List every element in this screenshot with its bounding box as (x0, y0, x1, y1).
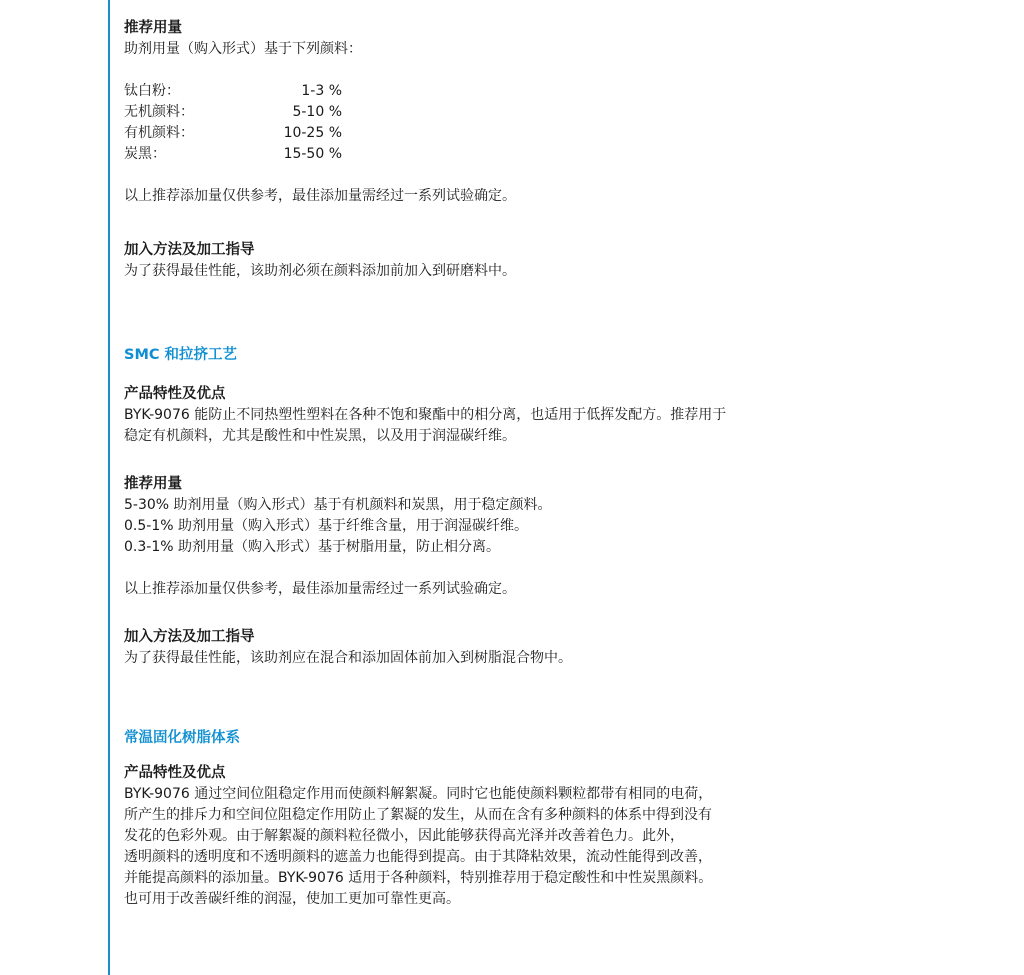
dosage-row (124, 144, 342, 165)
smc-section-title: SMC 和拉挤工艺 (124, 347, 238, 363)
rt-features-line: 也可用于改善碳纤维的润湿，使加工更加可靠性更高。 (124, 891, 460, 907)
left-accent-rule (108, 0, 110, 975)
smc-method-heading: 加入方法及加工指导 (124, 629, 255, 645)
rt-features-line: 发花的色彩外观。由于解絮凝的颜料粒径微小，因此能够获得高光泽并改善着色力。此外， (124, 828, 684, 844)
rt-features-line: 并能提高颜料的添加量。BYK-9076 适用于各种颜料，特别推荐用于稳定酸性和中性炭黑颜料。 (124, 870, 713, 886)
rt-features-line: 透明颜料的透明度和不透明颜料的遮盖力也能得到提高。由于其降粘效果，流动性能得到改善， (124, 849, 712, 865)
document-content (124, 18, 884, 910)
dosage-value: 5-10 % (292, 104, 342, 120)
smc-features-heading: 产品特性及优点 (124, 386, 226, 402)
recommended-dosage-heading: 推荐用量 (124, 20, 182, 36)
dosage-table (124, 81, 342, 165)
rt-section-title: 常温固化树脂体系 (124, 730, 240, 746)
smc-dosage-heading: 推荐用量 (124, 476, 182, 492)
smc-dosage-line: 0.5-1% 助剂用量（购入形式）基于纤维含量，用于润湿碳纤维。 (124, 518, 528, 534)
dosage-label: 有机颜料： (124, 125, 194, 141)
rt-features-line: BYK-9076 通过空间位阻稳定作用而使颜料解絮凝。同时它也能使颜料颗粒都带有相同的电荷， (124, 786, 713, 802)
dosage-label: 炭黑： (124, 146, 166, 162)
dosage-label: 钛白粉： (124, 83, 180, 99)
dosage-row (124, 102, 342, 123)
dosage-row (124, 81, 342, 102)
smc-features-line: 稳定有机颜料，尤其是酸性和中性炭黑，以及用于润湿碳纤维。 (124, 428, 516, 444)
dosage-intro: 助剂用量（购入形式）基于下列颜料： (124, 41, 362, 57)
rt-features-line: 所产生的排斥力和空间位阻稳定作用防止了絮凝的发生，从而在含有多种颜料的体系中得到没有 (124, 807, 712, 823)
smc-dosage-line: 0.3-1% 助剂用量（购入形式）基于树脂用量，防止相分离。 (124, 539, 500, 555)
smc-dosage-line: 5-30% 助剂用量（购入形式）基于有机颜料和炭黑，用于稳定颜料。 (124, 497, 552, 513)
dosage-value: 1-3 % (301, 83, 342, 99)
smc-dosage-note: 以上推荐添加量仅供参考，最佳添加量需经过一系列试验确定。 (124, 581, 516, 597)
dosage-value: 10-25 % (283, 125, 342, 141)
processing-heading: 加入方法及加工指导 (124, 242, 255, 258)
rt-features-heading: 产品特性及优点 (124, 765, 226, 781)
smc-method-text: 为了获得最佳性能，该助剂应在混合和添加固体前加入到树脂混合物中。 (124, 650, 572, 666)
smc-features-line: BYK-9076 能防止不同热塑性塑料在各种不饱和聚酯中的相分离，也适用于低挥发配方。推荐用于 (124, 407, 727, 423)
dosage-note: 以上推荐添加量仅供参考，最佳添加量需经过一系列试验确定。 (124, 188, 516, 204)
dosage-value: 15-50 % (283, 146, 342, 162)
processing-text: 为了获得最佳性能，该助剂必须在颜料添加前加入到研磨料中。 (124, 263, 516, 279)
dosage-label: 无机颜料： (124, 104, 194, 120)
dosage-row (124, 123, 342, 144)
